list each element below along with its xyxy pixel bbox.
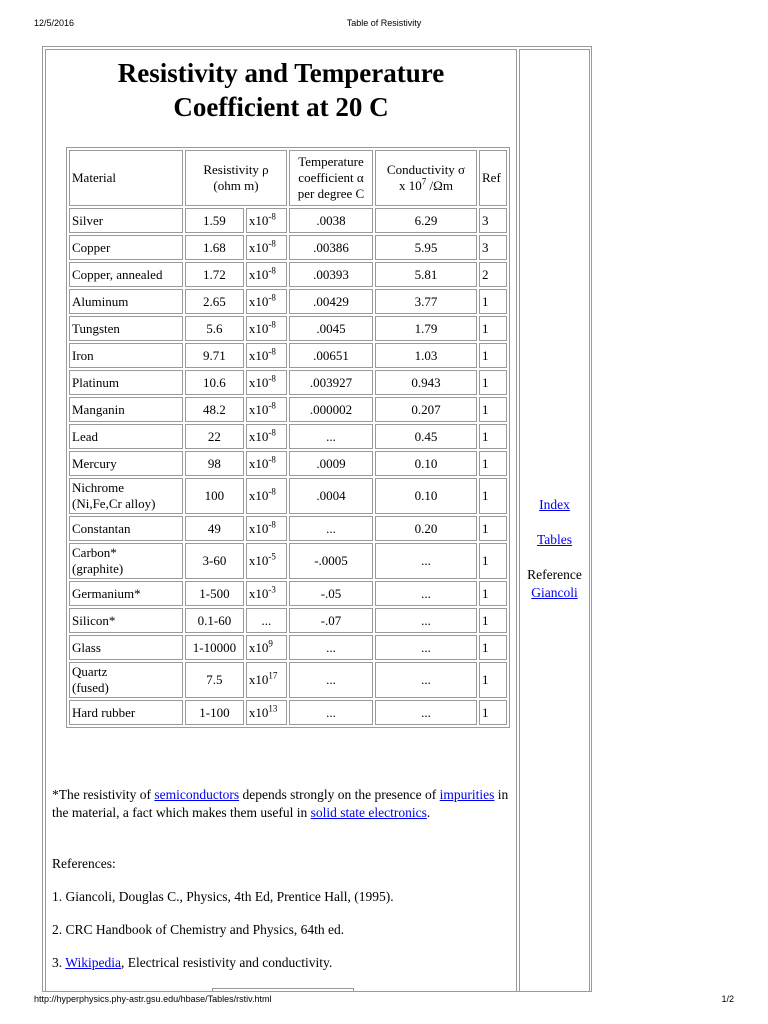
cell-resistivity: 1.68 [185, 235, 244, 260]
cell-conductivity: 6.29 [375, 208, 477, 233]
solid-state-electronics-link[interactable]: solid state electronics [310, 805, 427, 820]
references-heading: References: [52, 856, 116, 871]
giancoli-link[interactable]: Giancoli [531, 585, 578, 600]
table-row [69, 424, 507, 449]
table-row [69, 581, 507, 606]
cell-multiplier: $x10^{-8}$ [246, 262, 287, 287]
cell-resistivity: 48.2 [185, 397, 244, 422]
cell-resistivity: 7.5 [185, 662, 244, 698]
cell-temp-coefficient: -.07 [289, 608, 373, 633]
table-row [69, 608, 507, 633]
cell-ref: 3 [479, 235, 507, 260]
cell-temp-coefficient: ... [289, 662, 373, 698]
cell-conductivity: 0.943 [375, 370, 477, 395]
cell-temp-coefficient: .003927 [289, 370, 373, 395]
cell-conductivity: 1.79 [375, 316, 477, 341]
table-row [69, 262, 507, 287]
cell-multiplier: $x10^{-8}$ [246, 370, 287, 395]
reference-2: 2. CRC Handbook of Chemistry and Physics, 64th ed. [52, 922, 345, 937]
cell-conductivity: 0.10 [375, 451, 477, 476]
cell-multiplier: $x10^{-3}$ [246, 581, 287, 606]
cell-multiplier: $x10^9$ [246, 635, 287, 660]
cell-multiplier: $x10^{-8}$ [246, 343, 287, 368]
cell-resistivity: 1.72 [185, 262, 244, 287]
main-content-cell [45, 49, 517, 992]
cell-ref: 1 [479, 316, 507, 341]
next-table-edge [212, 988, 354, 992]
cell-resistivity: 2.65 [185, 289, 244, 314]
table-row [69, 700, 507, 725]
impurities-link[interactable]: impurities [439, 787, 495, 802]
cell-multiplier: $x10^{-5}$ [246, 543, 287, 579]
resistivity-table [66, 147, 510, 728]
cell-multiplier: $x10^{-8}$ [246, 451, 287, 476]
cell-material: Nichrome (Ni,Fe,Cr alloy) [69, 478, 183, 514]
print-date: 12/5/2016 [34, 18, 75, 28]
cell-ref: 2 [479, 262, 507, 287]
table-row [69, 543, 507, 579]
cell-material: Glass [69, 635, 183, 660]
cell-ref: 1 [479, 370, 507, 395]
sidebar-cell [519, 49, 590, 992]
cell-resistivity: 5.6 [185, 316, 244, 341]
cell-conductivity: ... [375, 581, 477, 606]
cell-ref: 1 [479, 289, 507, 314]
cell-conductivity: 0.207 [375, 397, 477, 422]
header-material: Material [69, 150, 183, 206]
print-page-title: Table of Resistivity [346, 18, 422, 28]
cell-conductivity: 0.20 [375, 516, 477, 541]
cell-conductivity: 5.81 [375, 262, 477, 287]
cell-material: Iron [69, 343, 183, 368]
cell-multiplier: $x10^{-8}$ [246, 235, 287, 260]
cell-temp-coefficient: -.05 [289, 581, 373, 606]
cell-conductivity: ... [375, 608, 477, 633]
tables-link[interactable]: Tables [536, 532, 573, 547]
cell-temp-coefficient: .0009 [289, 451, 373, 476]
cell-temp-coefficient: ... [289, 700, 373, 725]
cell-resistivity: 9.71 [185, 343, 244, 368]
cell-material: Quartz (fused) [69, 662, 183, 698]
table-row [69, 478, 507, 514]
print-page-number: 1/2 [721, 994, 734, 1004]
cell-material: Copper, annealed [69, 262, 183, 287]
cell-conductivity: 3.77 [375, 289, 477, 314]
cell-conductivity: ... [375, 700, 477, 725]
cell-temp-coefficient: .00386 [289, 235, 373, 260]
cell-multiplier: $x10^{-8}$ [246, 316, 287, 341]
reference-3: 3. Wikipedia, Electrical resistivity and conductivity. [52, 955, 333, 970]
cell-resistivity: 10.6 [185, 370, 244, 395]
table-row [69, 235, 507, 260]
cell-multiplier: $x10^{-8}$ [246, 424, 287, 449]
cell-temp-coefficient: .0045 [289, 316, 373, 341]
cell-multiplier: $x10^{13}$ [246, 700, 287, 725]
cell-material: Aluminum [69, 289, 183, 314]
cell-temp-coefficient: .000002 [289, 397, 373, 422]
table-header-row [69, 150, 507, 206]
cell-resistivity: 98 [185, 451, 244, 476]
cell-ref: 1 [479, 451, 507, 476]
header-ref: Ref [479, 150, 507, 206]
cell-material: Silver [69, 208, 183, 233]
cell-ref: 1 [479, 581, 507, 606]
cell-material: Hard rubber [69, 700, 183, 725]
cell-resistivity: 22 [185, 424, 244, 449]
cell-material: Carbon* (graphite) [69, 543, 183, 579]
table-row [69, 662, 507, 698]
cell-ref: 1 [479, 478, 507, 514]
cell-resistivity: 1-10000 [185, 635, 244, 660]
cell-material: Platinum [69, 370, 183, 395]
reference-label: Reference [527, 567, 582, 582]
header-conductivity: Conductivity σ x $10^7$ /Ωm [375, 150, 477, 206]
cell-temp-coefficient: .0004 [289, 478, 373, 514]
cell-ref: 1 [479, 516, 507, 541]
cell-resistivity: 3-60 [185, 543, 244, 579]
header-temp-coefficient: Temperature coefficient α per degree C [289, 150, 373, 206]
cell-material: Germanium* [69, 581, 183, 606]
cell-material: Constantan [69, 516, 183, 541]
print-footer [0, 994, 768, 1006]
table-row [69, 343, 507, 368]
cell-material: Tungsten [69, 316, 183, 341]
cell-multiplier: $x10^{-8}$ [246, 516, 287, 541]
wikipedia-link[interactable]: Wikipedia [65, 955, 121, 970]
reference-block [520, 566, 589, 602]
cell-conductivity: 5.95 [375, 235, 477, 260]
cell-conductivity: 0.45 [375, 424, 477, 449]
table-row [69, 516, 507, 541]
semiconductors-link[interactable]: semiconductors [154, 787, 240, 802]
cell-multiplier: $x10^{-8}$ [246, 289, 287, 314]
cell-resistivity: 49 [185, 516, 244, 541]
cell-ref: 1 [479, 343, 507, 368]
page-frame-table [42, 46, 592, 992]
cell-resistivity: 1-100 [185, 700, 244, 725]
cell-material: Manganin [69, 397, 183, 422]
print-url: http://hyperphysics.phy-astr.gsu.edu/hbase/Tables/rstiv.html [34, 994, 272, 1004]
cell-temp-coefficient: ... [289, 424, 373, 449]
cell-temp-coefficient: ... [289, 635, 373, 660]
cell-multiplier: $x10^{17}$ [246, 662, 287, 698]
print-header [0, 18, 768, 30]
page-title [46, 56, 516, 124]
cell-conductivity: 1.03 [375, 343, 477, 368]
cell-resistivity: 100 [185, 478, 244, 514]
cell-conductivity: ... [375, 543, 477, 579]
cell-conductivity: ... [375, 635, 477, 660]
table-row [69, 208, 507, 233]
cell-ref: 1 [479, 397, 507, 422]
cell-multiplier: $x10^{-8}$ [246, 397, 287, 422]
cell-ref: 1 [479, 608, 507, 633]
cell-temp-coefficient: .00393 [289, 262, 373, 287]
index-link-wrap [520, 496, 589, 514]
cell-ref: 1 [479, 543, 507, 579]
cell-ref: 3 [479, 208, 507, 233]
title-line-1: Resistivity and Temperature [117, 58, 445, 88]
cell-material: Copper [69, 235, 183, 260]
cell-multiplier: $x10^{-8}$ [246, 478, 287, 514]
tables-link-wrap [520, 531, 589, 549]
cell-ref: 1 [479, 662, 507, 698]
cell-temp-coefficient: -.0005 [289, 543, 373, 579]
footnote: *The resistivity of semiconductors depends strongly on the presence of impurities in the material, a fact which makes them useful in solid state electronics. [52, 787, 509, 820]
cell-resistivity: 0.1-60 [185, 608, 244, 633]
cell-resistivity: 1.59 [185, 208, 244, 233]
cell-multiplier: ... [246, 608, 287, 633]
index-link[interactable]: Index [539, 497, 570, 512]
cell-conductivity: 0.10 [375, 478, 477, 514]
table-row [69, 316, 507, 341]
cell-resistivity: 1-500 [185, 581, 244, 606]
table-row [69, 451, 507, 476]
table-row [69, 397, 507, 422]
table-row [69, 635, 507, 660]
table-row [69, 289, 507, 314]
table-row [69, 370, 507, 395]
title-line-2: Coefficient at 20 C [173, 92, 389, 122]
cell-ref: 1 [479, 635, 507, 660]
cell-ref: 1 [479, 700, 507, 725]
cell-temp-coefficient: .00429 [289, 289, 373, 314]
cell-material: Silicon* [69, 608, 183, 633]
cell-material: Lead [69, 424, 183, 449]
cell-temp-coefficient: .0038 [289, 208, 373, 233]
cell-temp-coefficient: .00651 [289, 343, 373, 368]
cell-conductivity: ... [375, 662, 477, 698]
cell-multiplier: $x10^{-8}$ [246, 208, 287, 233]
header-resistivity: Resistivity ρ (ohm m) [185, 150, 287, 206]
cell-material: Mercury [69, 451, 183, 476]
cell-ref: 1 [479, 424, 507, 449]
reference-1: 1. Giancoli, Douglas C., Physics, 4th Ed, Prentice Hall, (1995). [52, 889, 394, 904]
cell-temp-coefficient: ... [289, 516, 373, 541]
